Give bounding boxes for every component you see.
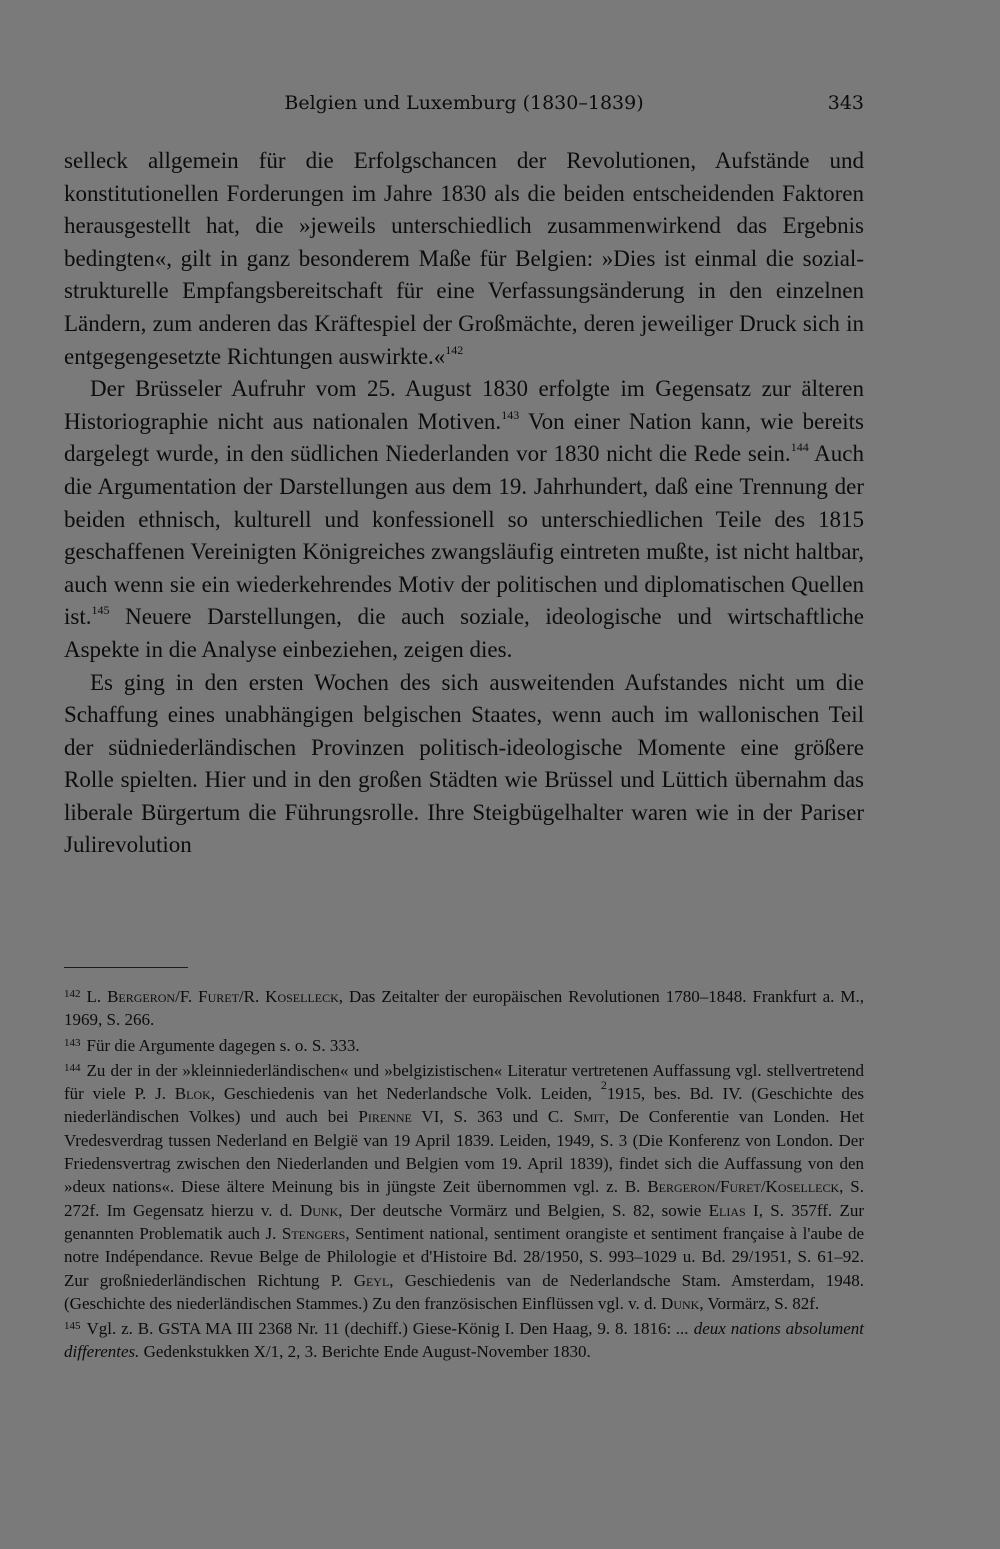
footnote-text: , Geschiedenis van de Nederlandsche Stam. Amsterdam, 1948. (Geschichte des niederländischen Stammes.) Zu den französischen Einflüssen vgl. v. d. [64, 1270, 864, 1313]
footnote-142 [64, 983, 864, 1032]
footnote-text: , Das Zeitalter der europäischen Revolutionen 1780–1848. Frankfurt a. M., 1969, S. 266. [64, 987, 864, 1030]
footnote-144 [64, 1057, 864, 1315]
footnote-number: 145 [64, 1320, 81, 1333]
author-names: L. Bergeron/F. Furet/R. Koselleck [86, 987, 339, 1006]
footnote-ref-143[interactable]: 143 [501, 407, 520, 422]
footnote-ref-144[interactable]: 144 [790, 440, 809, 455]
paragraph-1 [64, 145, 864, 373]
running-title: Belgien und Luxemburg (1830–1839) [284, 92, 644, 114]
footnotes [64, 983, 864, 1364]
footnote-text: , S. 272f. Im Gegensatz hierzu v. d. [64, 1177, 864, 1220]
footnote-text: I, S. 357ff. Zur genannten Problematik auch J. [64, 1200, 864, 1243]
author-name: Elias [708, 1200, 746, 1220]
running-header [64, 92, 864, 122]
author-name: Smit [573, 1107, 605, 1127]
author-name: Geyl [353, 1270, 390, 1290]
footnote-text: , Geschiedenis van het Nederlandsche Volk. Leiden, [210, 1084, 601, 1104]
footnote-ref-145[interactable]: 145 [91, 603, 110, 618]
footnote-number: 143 [64, 1036, 81, 1049]
paragraph-2-text-c: Auch die Argumentation der Darstellungen aus dem 19. Jahrhundert, daß eine Trennung der beiden ethnisch, kulturell und konfessionell so unterschiedlichen Teile des 1815 geschaffenen Vereinigten Königreiches zwangsläufig eintreten mußte, ist nicht haltbar, auch wenn sie ein wiederkehrendes Motiv der politischen und diplomatischen Quellen ist. [64, 441, 864, 630]
paragraph-3-text: Es ging in den ersten Wochen des sich ausweitenden Aufstandes nicht um die Schaffung eines unabhängigen belgischen Staates, wenn auch im wallonischen Teil der südniederländischen Provinzen politisch-ideologische Momente eine größere Rolle spielten. Hier und in den großen Städten wie Brüssel und Lüttich übernahm das liberale Bürgertum die Führungsrolle. Ihre Steigbügelhalter waren wie in der Pariser Julirevolution [64, 669, 864, 858]
paragraph-2 [64, 373, 864, 666]
author-name: Pirenne [358, 1107, 412, 1127]
footnote-text: Zu der in der »kleinniederländischen« und »belgizistischen« Literatur vertretenen Auffassung vgl. stellvertretend für viele P. J. [64, 1060, 864, 1104]
author-name: Bergeron/Furet/Koselleck [647, 1177, 840, 1197]
footnote-text: Gedenkstukken X/1, 2, 3. Berichte Ende August-November 1830. [139, 1342, 591, 1362]
footnote-text: , Der deutsche Vormärz und Belgien, S. 82, sowie [338, 1200, 709, 1220]
paragraph-2-text-d: Neuere Darstellungen, die auch soziale, ideologische und wirtschaftliche Aspekte in die Analyse einbeziehen, zeigen dies. [64, 604, 864, 662]
paragraph-2-text-a: Der Brüsseler Aufruhr vom 25. August 1830 erfolgte im Gegensatz zur älteren Historiographie nicht aus nationalen Motiven. [64, 376, 864, 434]
author-name: Dunk [661, 1293, 700, 1313]
edition-superscript: 2 [600, 1078, 607, 1093]
author-name: Dunk [299, 1200, 339, 1220]
paragraph-2-text-b: Von einer Nation kann, wie bereits dargelegt wurde, in den südlichen Niederlanden vor 1830 nicht die Rede sein. [64, 408, 864, 467]
footnote-text: VI, S. 363 und C. [411, 1107, 574, 1127]
quoted-phrase: ... deux nations absolument differentes. [64, 1319, 864, 1362]
footnote-ref-142[interactable]: 142 [445, 342, 464, 357]
footnote-145 [64, 1315, 864, 1364]
footnote-text: Für die Argumente dagegen s. o. S. 333. [86, 1035, 360, 1055]
paragraph-3 [64, 667, 864, 863]
author-name: Blok [174, 1084, 211, 1104]
footnote-number: 144 [64, 1061, 81, 1074]
author-name: Stengers [281, 1223, 346, 1243]
footnote-text: Vgl. z. B. GSTA MA III 2368 Nr. 11 (dechiff.) Giese-König I. Den Haag, 9. 8. 1816: [86, 1319, 677, 1339]
footnote-number: 142 [64, 988, 81, 1000]
footnote-text: 1915, bes. Bd. IV. (Geschichte des niederländischen Volkes) und auch bei [64, 1084, 865, 1127]
footnote-143 [64, 1032, 864, 1057]
footnote-text: , De Conferentie van Londen. Het Vredesverdrag tussen Nederland en België van 19 April 1839. Leiden, 1949, S. 3 (Die Konferenz von London. Der Friedensvertrag zwischen den Niederlanden und Belgien vom 19. April 1839), findet sich die Auffassung von den »deux nations«. Diese ältere Meinung bis in jüngste Zeit übernommen vgl. z. B. [64, 1107, 864, 1197]
main-text [64, 145, 864, 862]
paragraph-1-text: selleck allgemein für die Erfolgschancen der Revolutionen, Aufstände und konstitutionellen Forderungen im Jahre 1830 als die beiden entscheidenden Faktoren herausgestellt hat, die »jeweils unterschiedlich zusammenwirkend das Ergebnis bedingten«, gilt in ganz besonderem Maße für Belgien: »Dies ist einmal die sozial-strukturelle Empfangsbereitschaft für eine Verfassungsänderung in den einzelnen Ländern, zum anderen das Kräftespiel der Großmächte, deren jeweiliger Druck sich in entgegengesetzte Richtungen auswirkte.« [64, 148, 864, 369]
footnote-text: , Vormärz, S. 82f. [699, 1293, 820, 1313]
footnote-separator [64, 967, 188, 968]
page-number: 343 [827, 92, 864, 114]
footnote-text: , Sentiment national, sentiment orangiste et sentiment française à l'aube de notre Indépendance. Revue Belge de Philologie et d'Histoire Bd. 28/1950, S. 993–1029 u. Bd. 29/1951, S. 61–92. Zur großniederländischen Richtung P. [64, 1223, 864, 1290]
